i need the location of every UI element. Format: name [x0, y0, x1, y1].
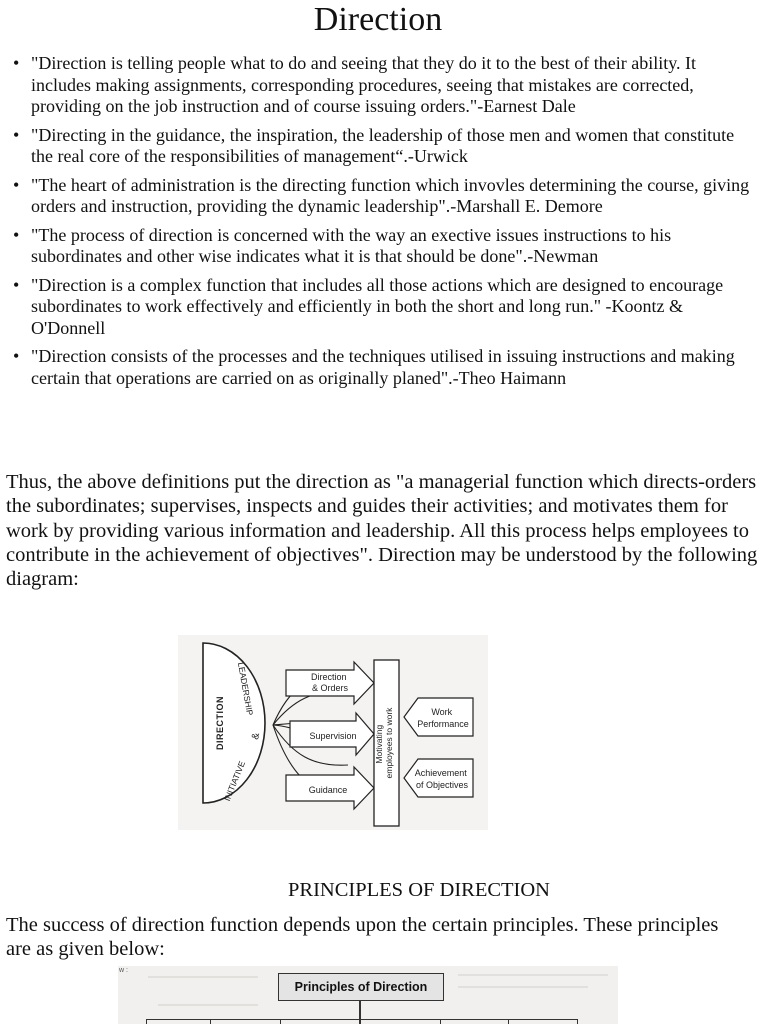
initiative-label: INITIATIVE [221, 759, 248, 803]
connector-drop [360, 1019, 361, 1024]
connector-drop [210, 1019, 211, 1024]
corner-label: w : [119, 967, 128, 974]
connector-drop [577, 1019, 578, 1024]
list-item: • "Directing in the guidance, the inspiration, the leadership of those men and women that constitute the real core of the responsibilities of management“.-Urwick [0, 125, 768, 168]
section-heading: PRINCIPLES OF DIRECTION [288, 879, 550, 901]
direction-diagram [178, 635, 488, 830]
connector-drop [146, 1019, 147, 1024]
principles-intro: The success of direction function depends upon the certain principles. These principles are as given below: [6, 914, 719, 961]
page-title: Direction [313, 1, 443, 38]
list-item: • "The process of direction is concerned with the way an exective issues instructions to his subordinates and other wise indicates what it is that should be done".-Newman [0, 225, 768, 268]
principles-chart [118, 966, 618, 1024]
motivating-label: Motivating employees to work [374, 707, 394, 779]
outcome-label-achievement: Achievement of Objectives [414, 768, 469, 790]
outcome-arrow-work [404, 698, 473, 736]
outcome-label-work: Work Performance [417, 707, 469, 729]
definition-list [0, 53, 768, 396]
direction-label: DIRECTION [215, 696, 225, 750]
connector-drop [508, 1019, 509, 1024]
leadership-label: LEADERSHIP [235, 661, 256, 717]
outcome-arrow-achievement [404, 759, 473, 797]
connector-drop [280, 1019, 281, 1024]
list-item: • "The heart of administration is the directing function which invovles determining the course, giving orders and instruction, providing the dynamic leadership".-Marshall E. Demore [0, 175, 768, 218]
branch-label-direction: Direction & Orders [310, 672, 349, 693]
list-item: • "Direction consists of the processes and the techniques utilised in issuing instructions and making certain that operations are carried on as originally planed".-Theo Haimann [0, 346, 768, 389]
list-item: • "Direction is a complex function that includes all those actions which are designed to encourage subordinates to work effectively and efficiently in both the short and long run." -Koontz & O'Donnell [0, 275, 768, 340]
branch-label-guidance: Guidance [308, 785, 348, 795]
connector-drop [440, 1019, 441, 1024]
arc-joiner: & [250, 732, 263, 741]
branch-label-supervision: Supervision [309, 731, 357, 741]
list-item: • "Direction is telling people what to do and seeing that they do it to the best of their ability. It includes making assignments, corresponding procedures, seeing that mistakes are corrected, providing on the job instruction and of course issuing orders."-Earnest Dale [0, 53, 768, 118]
principles-title-box: Principles of Direction [278, 973, 444, 1001]
summary-paragraph: Thus, the above definitions put the direction as "a managerial function which directs-orders the subordinates; supervises, inspects and guides their activities; and motivates them for work by providing various information and leadership. All this process helps employees to contribute in the achievement of objectives". Direction may be understood by the following diagram: [6, 471, 758, 591]
